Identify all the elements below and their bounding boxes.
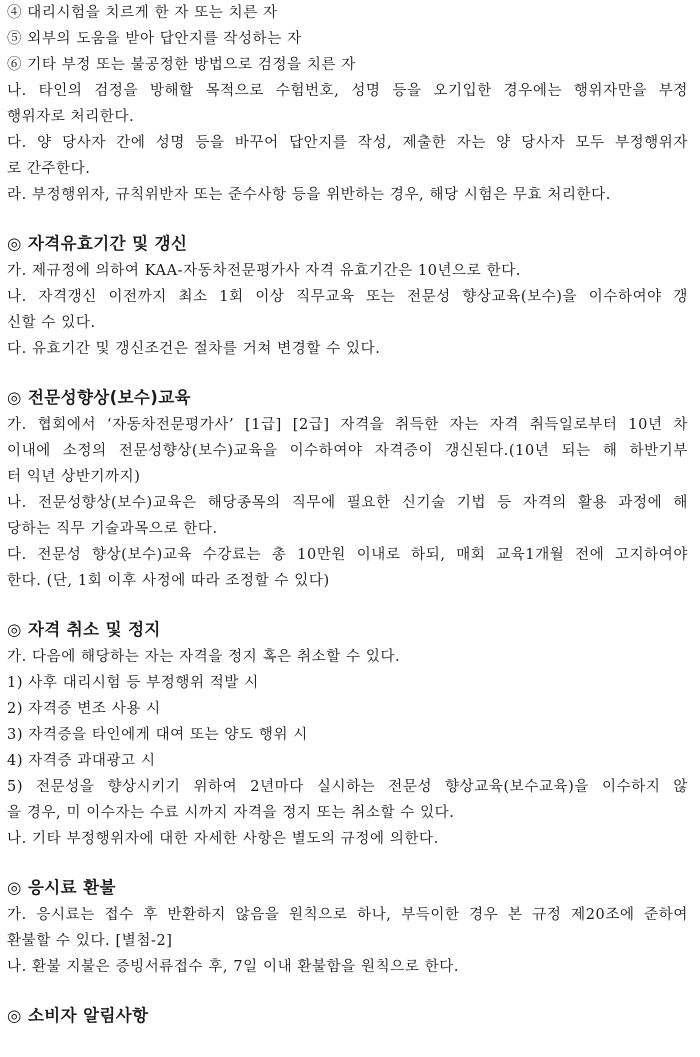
section-heading: ◎ 소비자 알림사항: [7, 1006, 149, 1025]
text-line: 신할 수 있다.: [7, 315, 96, 331]
section-heading: ◎ 자격유효기간 및 갱신: [7, 234, 188, 253]
text-line: 한다. (단, 1회 이후 사정에 따라 조정할 수 있다): [7, 573, 330, 589]
text-line: 을 경우, 미 이수자는 수료 시까지 자격을 정지 또는 취소할 수 있다.: [7, 805, 455, 821]
section-revocation-suspension: [7, 616, 688, 852]
text-line: 터 익년 상반기까지): [7, 469, 141, 485]
text-line: 라. 부정행위자, 규칙위반자 또는 준수사항 등을 위반하는 경우, 해당 시험은 무효 처리한다.: [7, 187, 611, 203]
regulation-continuation: [7, 0, 688, 208]
section-fee-refund: [7, 874, 688, 980]
text-line: 나. 타인의 검정을 방해할 목적으로 수험번호, 성명 등을 오기입한 경우에는 행위자만을 부정: [7, 83, 688, 99]
section-heading: ◎ 자격 취소 및 정지: [7, 620, 161, 639]
section-heading: ◎ 응시료 환불: [7, 878, 116, 897]
section-heading: ◎ 전문성향상(보수)교육: [7, 388, 191, 407]
text-line: 가. 협회에서 ‘자동차전문평가사’ [1급] [2급] 자격을 취득한 자는 자격 취득일로부터 10년 차: [7, 417, 688, 433]
section-consumer-notice: [7, 1002, 688, 1030]
text-line: 나. 기타 부정행위자에 대한 자세한 사항은 별도의 규정에 의한다.: [7, 831, 439, 847]
text-line: 1) 사후 대리시험 등 부정행위 적발 시: [7, 675, 259, 691]
text-line: 환불할 수 있다. [별첨-2]: [7, 933, 173, 949]
text-line: 당하는 직무 기술과목으로 한다.: [7, 521, 218, 537]
text-line: 나. 전문성향상(보수)교육은 해당종목의 직무에 필요한 신기술 기법 등 자격의 활용 과정에 해: [7, 495, 688, 511]
text-line: 5) 전문성을 향상시키기 위하여 2년마다 실시하는 전문성 향상교육(보수교육)을 이수하지 않: [7, 779, 688, 795]
text-line: 3) 자격증을 타인에게 대여 또는 양도 행위 시: [7, 727, 308, 743]
text-line: 가. 제규정에 의하여 KAA-자동차전문평가사 자격 유효기간은 10년으로 한다.: [7, 263, 522, 279]
text-line: ⑥ 기타 부정 또는 불공정한 방법으로 검정을 치른 자: [7, 57, 356, 73]
section-professional-education: [7, 384, 688, 594]
text-line: 로 간주한다.: [7, 161, 91, 177]
text-line: 행위자로 처리한다.: [7, 109, 135, 125]
text-line: 2) 자격증 변조 사용 시: [7, 701, 161, 717]
text-line: 가. 다음에 해당하는 자는 자격을 정지 혹은 취소할 수 있다.: [7, 649, 401, 665]
section-validity-renewal: [7, 230, 688, 362]
text-line: ⑤ 외부의 도움을 받아 답안지를 작성하는 자: [7, 31, 302, 47]
text-line: 다. 양 당사자 간에 성명 등을 바꾸어 답안지를 작성, 제출한 자는 양 당사자 모두 부정행위자: [7, 135, 688, 151]
text-line: 이내에 소정의 전문성향상(보수)교육을 이수하여야 자격증이 갱신된다.(10년 되는 해 하반기부: [7, 443, 688, 459]
text-line: ④ 대리시험을 치르게 한 자 또는 치른 자: [7, 5, 278, 21]
text-line: 나. 환불 지불은 증빙서류접수 후, 7일 이내 환불함을 원칙으로 한다.: [7, 959, 460, 975]
text-line: 가. 응시료는 접수 후 반환하지 않음을 원칙으로 하나, 부득이한 경우 본 규정 제20조에 준하여: [7, 907, 688, 923]
text-line: 다. 유효기간 및 갱신조건은 절차를 거쳐 변경할 수 있다.: [7, 341, 381, 357]
text-line: 4) 자격증 과대광고 시: [7, 753, 156, 769]
text-line: 다. 전문성 향상(보수)교육 수강료는 총 10만원 이내로 하되, 매회 교육1개월 전에 고지하여야: [7, 547, 688, 563]
text-line: 나. 자격갱신 이전까지 최소 1회 이상 직무교육 또는 전문성 향상교육(보수)을 이수하여야 갱: [7, 289, 688, 305]
